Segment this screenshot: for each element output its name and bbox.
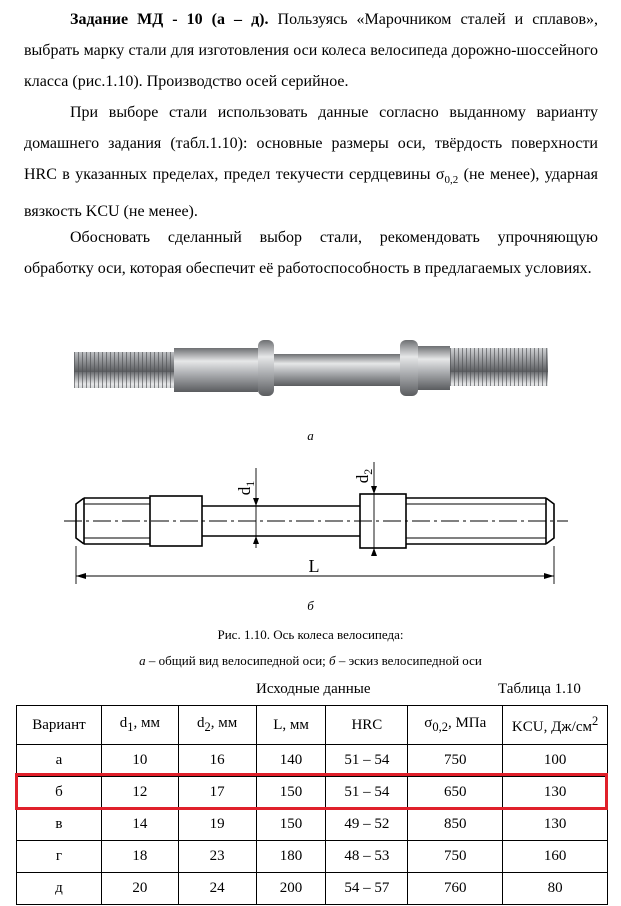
task-paragraph-2: При выборе стали использовать данные согласно выданному варианту домашнего задания (табл.1.10): основные размеры оси, твёрдость поверхности HRC в указанных пределах, предел текучести сердцевины $\sigma_{0,2}$ (не менее), ударная вязкость KCU (не менее). bbox=[24, 104, 599, 221]
figure-caption: Рис. 1.10. Ось колеса велосипеда: bbox=[217, 627, 404, 642]
figure-subcaption: а – общий вид велосипедной оси; б – эскиз велосипедной оси bbox=[139, 653, 482, 668]
col-header-hrc: HRC bbox=[326, 706, 408, 745]
col-header-variant: Вариант bbox=[17, 706, 102, 745]
figure-label-a: а bbox=[307, 428, 314, 443]
dim-d1-label: $d_1$ bbox=[235, 480, 257, 496]
dim-d2-label: $d_2$ bbox=[353, 468, 375, 484]
col-header-d1: $d_1$, мм bbox=[101, 706, 178, 745]
data-table bbox=[16, 705, 608, 905]
table-number: Таблица 1.10 bbox=[498, 681, 581, 697]
axle-photo bbox=[70, 332, 554, 412]
table-row: д 20 24 200 54 – 57 760 80 bbox=[17, 873, 608, 905]
col-header-L: L, мм bbox=[256, 706, 326, 745]
table-row: б 12 17 150 51 – 54 650 130 bbox=[17, 777, 608, 809]
table-heading: Исходные данные bbox=[256, 681, 371, 697]
col-header-kcu: KCU, $Дж/см^2$ bbox=[503, 706, 608, 745]
col-header-d2: $d_2$, мм bbox=[178, 706, 256, 745]
table-row: а 10 16 140 51 – 54 750 100 bbox=[17, 745, 608, 777]
task-paragraph-3: Обосновать сделанный выбор стали, рекомендовать упрочняющую обработку оси, которая обеспечит её работоспособность в предлагаемых условиях. bbox=[24, 229, 598, 277]
figure-label-b: б bbox=[307, 598, 314, 613]
dim-L-label: L bbox=[308, 556, 320, 576]
task-title: Задание МД - 10 (а – д). bbox=[70, 11, 269, 28]
table-header-row bbox=[17, 706, 608, 745]
table-row: г 18 23 180 48 – 53 750 160 bbox=[17, 841, 608, 873]
task-paragraph-1: Задание МД - 10 (а – д). Пользуясь «Марочником сталей и сплавов», выбрать марку стали для изготовления оси колеса велосипеда дорожно-шоссейного класса (рис.1.10). Производство осей серийное. bbox=[24, 11, 599, 90]
axle-sketch bbox=[60, 448, 570, 588]
table-row: в 14 19 150 49 – 52 850 130 bbox=[17, 809, 608, 841]
col-header-sigma: $\sigma_{0,2}$, МПа bbox=[408, 706, 503, 745]
